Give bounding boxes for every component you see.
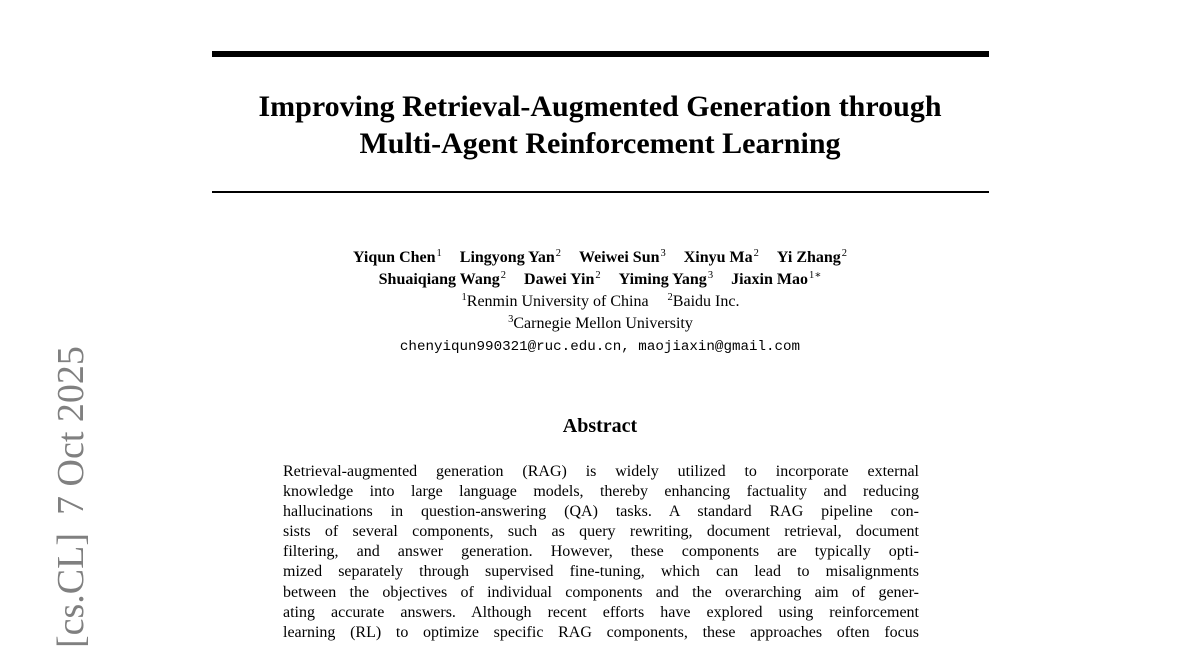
abstract-line: mized separately through supervised fine-tuning, which can lead to misalignments: [283, 563, 919, 581]
author-block: [250, 247, 950, 359]
abstract-line: knowledge into large language models, thereby enhancing factuality and reducing: [283, 483, 919, 501]
paper-title: [200, 88, 1000, 162]
affiliation: $^1$Renmin University of China: [461, 292, 649, 310]
author-name: Xinyu Ma$^2$: [683, 248, 759, 266]
abstract-line: learning (RL) to optimize specific RAG components, these approaches often focus: [283, 623, 919, 641]
author-name: Dawei Yin$^2$: [524, 270, 601, 288]
author-row-2: [250, 269, 950, 291]
author-name: Yiqun Chen$^1$: [352, 248, 442, 266]
author-row-1: [250, 247, 950, 269]
affiliation: $^3$Carnegie Mellon University: [508, 314, 693, 332]
affiliation-row-1: [250, 291, 950, 313]
affiliation: $^2$Baidu Inc.: [667, 292, 740, 310]
paper-title-line-2: Multi-Agent Reinforcement Learning: [359, 127, 841, 160]
abstract-line: ating accurate answers. Although recent efforts have explored using reinforcement: [283, 603, 919, 621]
author-name: Weiwei Sun$^3$: [579, 248, 666, 266]
arxiv-side-stamp: [52, 346, 90, 648]
abstract-body: [283, 462, 923, 643]
abstract-line: filtering, and answer generation. However, these components are typically opti-: [283, 543, 919, 561]
arxiv-category: [cs.CL]: [50, 532, 92, 648]
author-name: Jiaxin Mao$^{1∗}$: [731, 270, 822, 288]
abstract-line: between the objectives of individual components and the overarching aim of gener-: [283, 583, 919, 601]
abstract-line: hallucinations in question-answering (QA) tasks. A standard RAG pipeline con-: [283, 503, 919, 521]
affiliation-row-2: [250, 313, 950, 335]
author-name: Yi Zhang$^2$: [776, 248, 848, 266]
arxiv-date: 7 Oct 2025: [50, 346, 92, 515]
author-name: Lingyong Yan$^2$: [459, 248, 562, 266]
abstract-heading: Abstract: [562, 415, 638, 437]
abstract-line: Retrieval-augmented generation (RAG) is widely utilized to incorporate external: [283, 463, 919, 480]
author-name: Yiming Yang$^3$: [618, 270, 714, 288]
contact-emails: chenyiqun990321@ruc.edu.cn, maojiaxin@gmail.com: [399, 339, 801, 355]
paper-title-line-1: Improving Retrieval-Augmented Generation through: [258, 90, 942, 123]
abstract-line: sists of several components, such as query rewriting, document retrieval, document: [283, 523, 919, 541]
title-bottom-rule: [212, 191, 989, 193]
author-name: Shuaiqiang Wang$^2$: [378, 270, 507, 288]
title-top-rule: [212, 51, 989, 57]
